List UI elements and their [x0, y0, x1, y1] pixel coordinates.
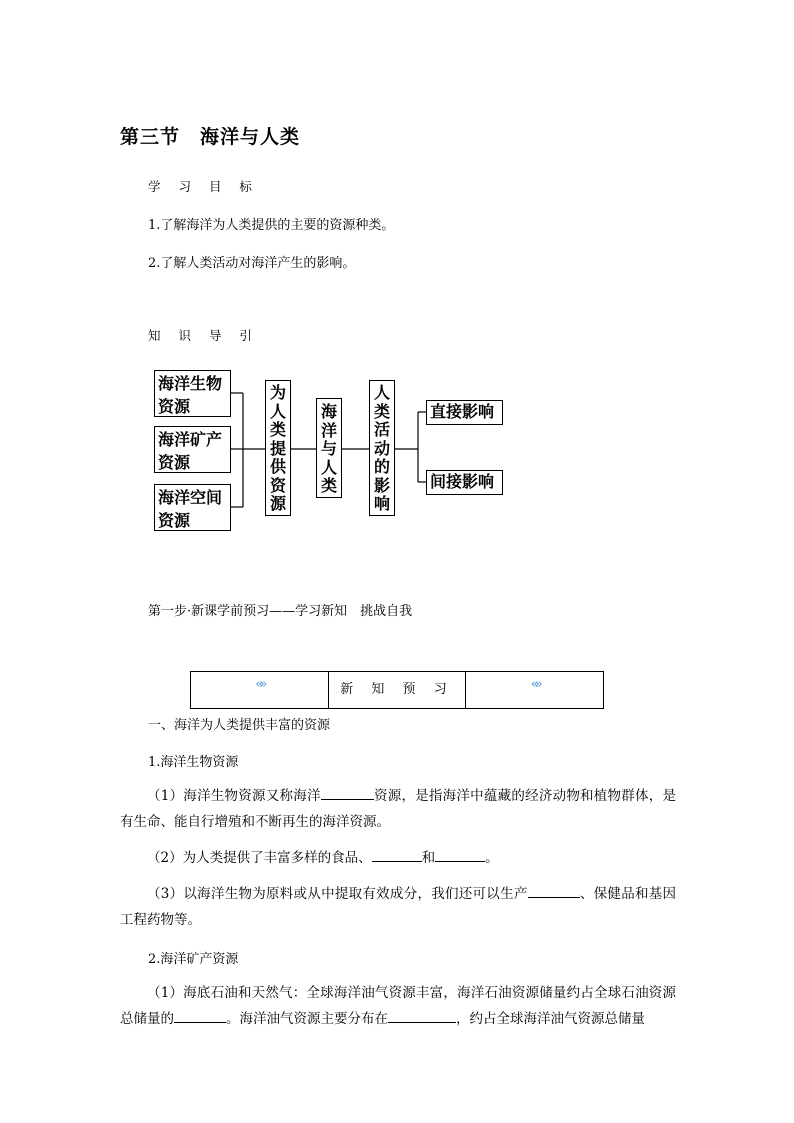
- indirect-impact-text: 间接影响: [430, 472, 495, 491]
- banner-left-cell: [191, 672, 328, 708]
- human-impact-text: 人类活动的影响: [374, 383, 391, 513]
- box-space-resources: [154, 484, 231, 531]
- ocean-and-humans-text: 海洋与人类: [321, 402, 338, 495]
- paragraph-3-text-b: 、保健品和基因工程药物等。: [120, 886, 677, 928]
- double-diamond-icon: «»: [530, 676, 539, 692]
- fill-blank[interactable]: [528, 883, 580, 898]
- section-heading: 一、海洋为人类提供丰富的资源: [148, 718, 331, 733]
- goals-heading: 学 习 目 标: [148, 179, 259, 194]
- box-mineral-line1: 海洋矿产: [158, 430, 223, 449]
- box-biological-resources: [154, 370, 231, 417]
- paragraph-4: [120, 980, 676, 1032]
- guide-heading: 知 识 导 引: [148, 328, 259, 343]
- banner-right-cell: [466, 672, 603, 708]
- fill-blank[interactable]: [321, 785, 374, 800]
- direct-impact-text: 直接影响: [430, 402, 495, 421]
- subsection-mineral: 2.海洋矿产资源: [148, 952, 239, 967]
- box-human-impact: [369, 380, 395, 516]
- box-provide-resources: [265, 380, 291, 516]
- step-heading: 第一步·新课学前预习——学习新知 挑战自我: [148, 604, 413, 619]
- box-ocean-and-humans: [316, 398, 342, 498]
- goal-item-1: 1.了解海洋为人类提供的主要的资源种类。: [148, 218, 395, 233]
- fill-blank[interactable]: [388, 1008, 456, 1023]
- banner-label: 新 知 预 习: [328, 672, 467, 708]
- box-biological-line2: 资源: [158, 397, 191, 416]
- paragraph-2-text-b: 和: [421, 850, 436, 866]
- box-mineral-resources: [154, 426, 231, 473]
- paragraph-4-text-b: 。海洋油气资源主要分布在: [226, 1011, 388, 1027]
- box-space-line1: 海洋空间: [158, 488, 223, 507]
- goal-item-2: 2.了解人类活动对海洋产生的影响。: [148, 256, 356, 271]
- paragraph-1: [120, 783, 676, 835]
- page-title: 第三节 海洋与人类: [120, 126, 301, 148]
- paragraph-1-text-a: （1）海洋生物资源又称海洋: [147, 788, 321, 804]
- paragraph-1-text-b: 资源，是指海洋中蕴藏的经济动物和植物群体，是有生命、能自行增殖和不断再生的海洋资源。: [120, 788, 677, 830]
- paragraph-2-text-a: （2）为人类提供了丰富多样的食品、: [147, 850, 372, 866]
- box-direct-impact: [426, 400, 503, 425]
- fill-blank[interactable]: [372, 847, 422, 862]
- paragraph-2-text-c: 。: [485, 850, 499, 866]
- box-indirect-impact: [426, 470, 503, 495]
- fill-blank[interactable]: [435, 847, 485, 862]
- fill-blank[interactable]: [174, 1008, 226, 1023]
- paragraph-4-text-c: ，约占全球海洋油气资源总储量: [456, 1011, 645, 1027]
- box-biological-line1: 海洋生物: [158, 374, 223, 393]
- provide-resources-text: 为人类提供资源: [270, 383, 287, 513]
- paragraph-4-text-a: （1）海底石油和天然气：全球海洋油气资源丰富，海洋石油资源储量约占全球石油资源总储量的: [120, 985, 676, 1027]
- subsection-biological: 1.海洋生物资源: [148, 755, 239, 770]
- paragraph-2: [120, 845, 676, 871]
- preview-banner: [190, 671, 604, 709]
- paragraph-3: [120, 881, 676, 933]
- box-mineral-line2: 资源: [158, 453, 191, 472]
- double-diamond-icon: «»: [255, 676, 264, 692]
- box-space-line2: 资源: [158, 511, 191, 530]
- paragraph-3-text-a: （3）以海洋生物为原料或从中提取有效成分，我们还可以生产: [147, 886, 528, 902]
